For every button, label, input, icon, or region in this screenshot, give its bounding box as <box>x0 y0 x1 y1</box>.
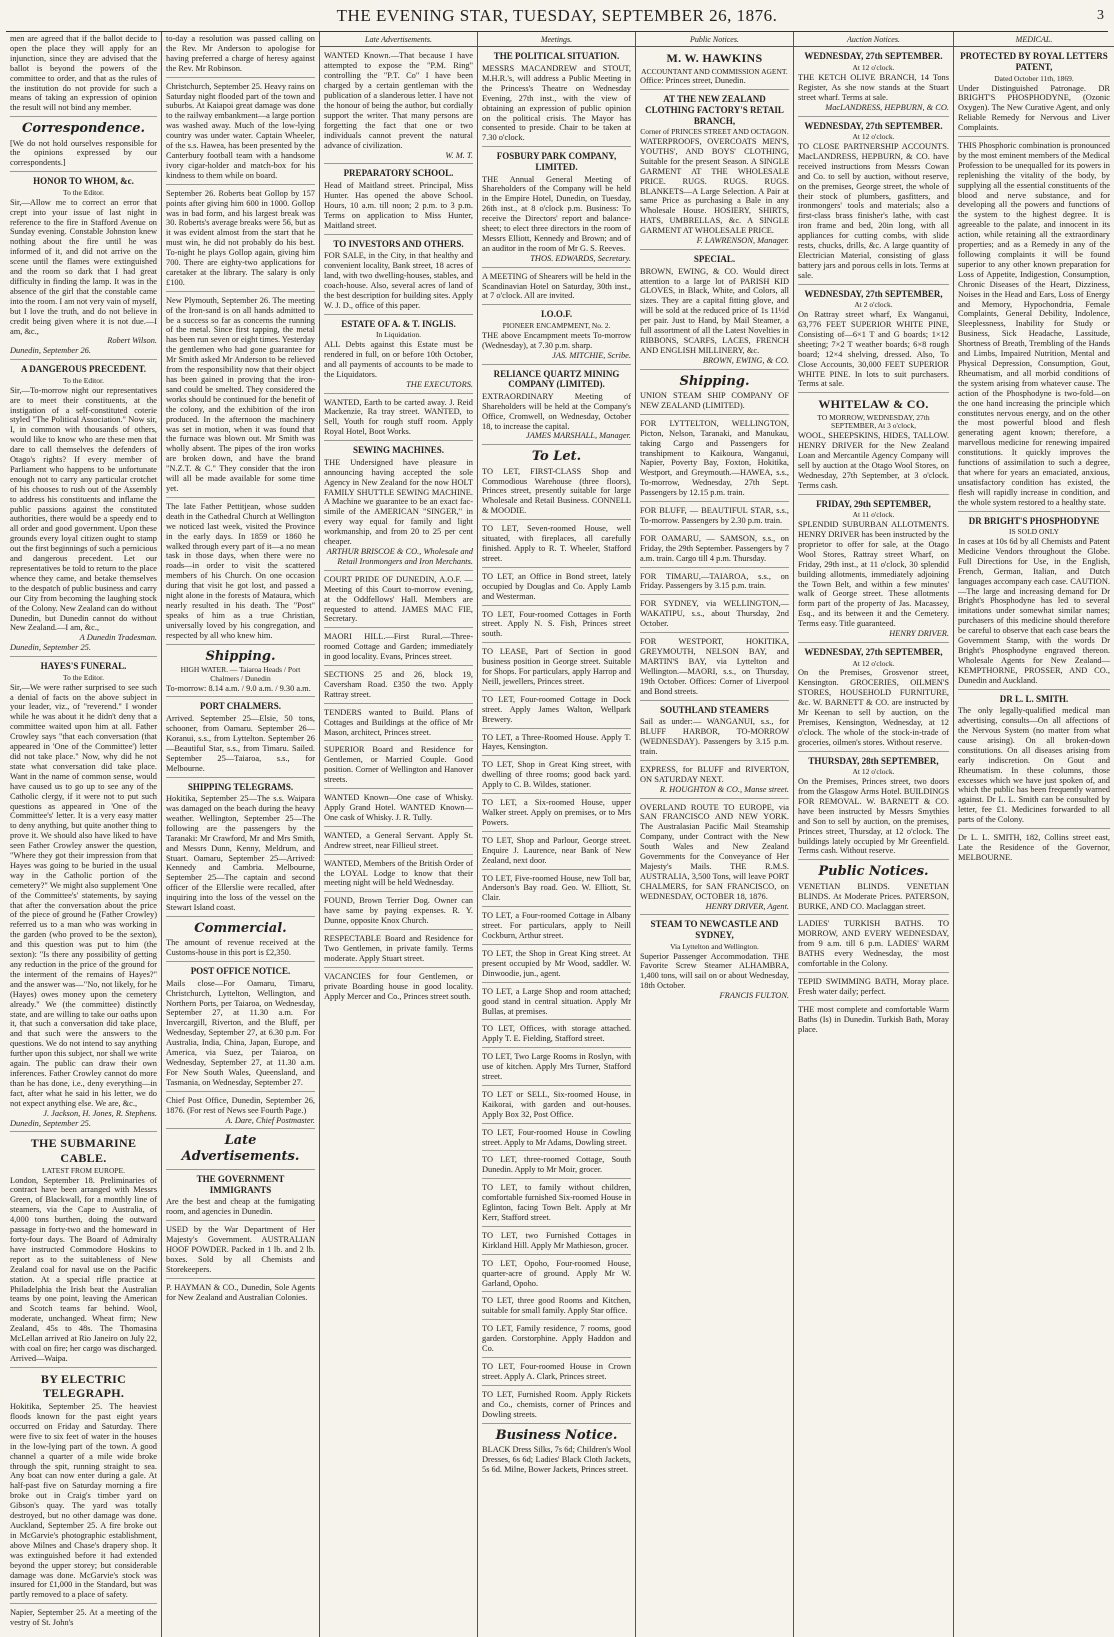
article-body: EXPRESS, for BLUFF and RIVERTON, ON SATURDAY NEXT. <box>640 764 789 784</box>
article-subheading: At 12 o'clock. <box>852 63 895 73</box>
article <box>166 966 315 1092</box>
article-body: FOR OAMARU, — SAMSON, s.s., on Friday, the 29th September. Passengers by 7 a.m. train. Cargo till 4 p.m. Thursday. <box>640 533 789 563</box>
article-body: TO LET, Opoho, Four-roomed House, quarter-acre of ground. Apply Mr W. Garland, Opoho. <box>482 1258 631 1288</box>
article-signature: ARTHUR BRISCOE & CO., Wholesale and Retail Ironmongers and Iron Merchants. <box>326 546 473 566</box>
article-subheading: ACCOUNTANT AND COMMISSION AGENT. <box>641 66 788 76</box>
article-body: RESPECTABLE Board and Residence for Two Gentlemen, in private family. Terms moderate. Apply Stuart street. <box>324 934 473 963</box>
article <box>640 254 789 370</box>
article <box>482 911 631 945</box>
article <box>10 364 157 657</box>
article <box>324 168 473 234</box>
article <box>324 745 473 789</box>
column-header: Late Advertisements. <box>320 34 477 47</box>
article-body: [We do not hold ourselves responsible for the opinions expressed by our correspondents.] <box>10 138 157 168</box>
article-body: THE most complete and comfortable Warm Baths (Is) in Dunedin. Turkish Bath, Moray place. <box>798 1004 949 1034</box>
article <box>640 765 789 799</box>
article-heading: Late Advertisements. <box>181 1133 300 1164</box>
article <box>958 141 1110 512</box>
column-7 <box>954 32 1114 1637</box>
article-subheading: At 11 o'clock. <box>852 510 895 520</box>
article <box>482 309 631 364</box>
article-body: OVERLAND ROUTE TO EUROPE, via SAN FRANCISCO AND NEW YORK. The Australasian Pacific Mail Steamship Company, under Contract with the New South Wales and New Zealand Governments for the Conveyance of Her Majesty's Mails. THE R.M.S. AUSTRALIA, 3,500 Tons, will leave PORT CHALMERS, for SAN FRANCISCO, on WEDNESDAY, OCTOBER 18, 1876. <box>640 802 789 901</box>
article <box>482 987 631 1021</box>
article <box>324 934 473 968</box>
article-signature: HENRY DRIVER, Agent. <box>705 901 789 911</box>
article <box>482 1128 631 1152</box>
article-dateline: Dunedin, September 25. <box>10 643 91 653</box>
article <box>640 419 789 502</box>
article <box>482 524 631 568</box>
article <box>482 1024 631 1048</box>
article <box>10 1608 157 1631</box>
article-body: Hokitika, September 25. The heaviest floods known for the past eight years occurred on Friday and Saturday. There were five to six feet of water in the houses in the low-lying part of the town. A good channel a quarter of a mile wide broke through the spit, running straight to sea. Any boat can now enter during a gale. At half-past five on Saturday morning a fire broke out in Craig's timber yard on Gibson's quay. The yard was totally destroyed, but no other damage was done. Auckland, September 25. A fire broke out in McGarvie's photographic establishment, above Milnes and Chase's drapery shop. It was extinguished before it had extended beyond the upper storey; but considerable damage was done. McGarvie's stock was insured for £1,000 in the Standard, but was partly removed to a place of safety. <box>10 1402 157 1600</box>
page-number: 3 <box>1097 8 1104 23</box>
article-body: VENETIAN BLINDS. VENETIAN BLINDS. At Moderate Prices. PATERSON, BURKE, AND CO. Maclaggan street. <box>798 881 949 911</box>
article-heading: RELIANCE QUARTZ MINING COMPANY (LIMITED). <box>493 368 620 390</box>
article <box>640 599 789 633</box>
article-heading: BY ELECTRIC TELEGRAPH. <box>40 1371 127 1400</box>
article-heading: WEDNESDAY, 27th SEPTEMBER, <box>804 646 943 657</box>
article <box>798 919 949 973</box>
column-6 <box>794 32 954 1637</box>
article-body: THE above Encampment meets To-morrow (Wednesday), at 7.30 p.m. sharp. <box>482 330 631 350</box>
article <box>958 694 1110 829</box>
article-signature: THE EXECUTORS. <box>406 379 473 389</box>
article <box>640 374 789 415</box>
article-body: A MEETING of Shearers will be held in the Scandinavian Hotel on Saturday, 30th inst., at 7 o'clock. All are invited. <box>482 271 631 301</box>
article-body: SPLENDID SUBURBAN ALLOTMENTS. HENRY DRIVER has been instructed by the proprietor to offer for sale, at the Otago Wool Stores, Rattray street Wharf, on Friday, 29th inst., at 11 o'clock, 30 splendid building allotments, immediately adjoining the Town Belt, and within a few minutes' walk of George street. These allotments form part of the property of Jas. Macassey, Esq., and its between it and the Cemetery. Terms easy. Title guaranteed. <box>798 520 949 629</box>
article-body: On the Premises, Princes street, two doors from the Glasgow Arms Hotel. BUILDINGS FOR REMOVAL. W. BARNETT & CO. have been instructed by Messrs Smythies and Son to sell by auction, on the premises, Princes street, Thursday, at 12 o'clock. The buildings lately occupied by Mr Greenfield. Terms cash. Without reserve. <box>798 777 949 856</box>
article-body: FOR WESTPORT, HOKITIKA, GREYMOUTH, NELSON BAY, and MARTIN'S BAY, via Lyttelton and Wellington.—MAORI, s.s., on Thursday, 19th October. Offices: Corner of Liverpool and Bond streets. <box>640 637 789 696</box>
article <box>798 647 949 752</box>
article <box>166 1283 315 1306</box>
article-body: Napier, September 25. At a meeting of the vestry of St. John's <box>10 1608 157 1628</box>
masthead <box>6 0 1108 32</box>
article <box>640 919 789 1004</box>
article <box>324 445 473 571</box>
article <box>482 449 631 520</box>
article-subheading: IS SOLD ONLY <box>1008 527 1060 537</box>
article <box>324 708 473 742</box>
article-body: TO LET, to family without children, comfortable furnished Six-roomed House in Eglinton, facing Town Belt. Apply at Mr Kerr, Stafford street. <box>482 1183 631 1223</box>
article-heading: HAYES'S FUNERAL. <box>40 661 127 672</box>
article <box>482 836 631 870</box>
article-signature: A. Dare, Chief Postmaster. <box>225 1115 315 1125</box>
article-body: TENDERS wanted to Build. Plans of Cottages and Buildings at the office of Mr Mason, architect, Princes street. <box>324 707 473 737</box>
article-body: TO LET, Four-roomed House in Cowling street. Apply to Mr Adams, Dowling street. <box>482 1127 631 1147</box>
article <box>482 1362 631 1386</box>
article-body: Superior Passenger Accommodation. THE Favorite Screw Steamer ALHAMBRA, 1,400 tons, will sail on or about Wednesday, 18th October. <box>640 951 789 991</box>
article-subheading: To the Editor. <box>63 375 104 385</box>
article-heading: SEWING MACHINES. <box>352 445 444 456</box>
article <box>166 649 315 698</box>
article <box>166 782 315 917</box>
article-subheading: Dated October 11th, 1869. <box>994 73 1074 83</box>
column-header: MEDICAL. <box>954 34 1114 47</box>
article <box>482 369 631 446</box>
article-subheading: At 12 o'clock. <box>852 767 895 777</box>
article-signature: A Dunedin Tradesman. <box>79 633 157 643</box>
article <box>482 1231 631 1255</box>
article-subheading: LATEST FROM EUROPE. <box>42 1165 125 1175</box>
article-body: WANTED, Members of the British Order of the LOYAL Lodge to know that their meeting night will be held Wednesday. <box>324 858 473 888</box>
article <box>640 51 789 90</box>
article <box>166 502 315 645</box>
article-signature: J. Jackson, H. Jones, R. Stephens. <box>43 1108 157 1118</box>
article-body: Sir,—To-morrow night our representatives are to meet their constituents, at the instigation of a self-constituted coterie styled "The Political Association." Now sir, I, in common with thousands of others, would like to know who are these men that dare to call themselves the defenders of Otago's rights? If every member of Parliament who happens to be unfortunate enough not to carry any particular crotchet of his chooses to rush out of the Assembly to address his constituents and inflame the public passions against the constituted authorities, there would be a speedy end to all order and good government. Upon these grounds every loyal citizen ought to stamp out the first beginnings of such a pernicious and dangerous precedent. Let our representatives be told to return to the place whence they came, and betake themselves to the despatch of public business and carry our City from becoming the laughing stock of the Colony. New Zealand can do without Dunedin, but Dunedin cannot do without New Zealand.—I am, &c., <box>10 385 157 633</box>
article-heading: WEDNESDAY, 27th SEPTEMBER. <box>804 51 943 62</box>
article <box>482 1324 631 1358</box>
article <box>640 637 789 700</box>
article <box>324 398 473 442</box>
article-heading: THE SUBMARINE CABLE. <box>30 1136 137 1165</box>
article-body: In cases at 10s 6d by all Chemists and Patent Medicine Vendors throughout the Globe. Full Directions for Use, in the English, French, German, Italian, and Dutch languages accompany each case. CAUTION.—The large and increasing demand for Dr Bright's Phosphodyne has led to several imitations under somewhat similar names; purchasers of this medicine should therefore be careful to observe that each case bears the Government Stamp, with the words Dr Bright's Phosphodyne engraved thereon. Wholesale Agents for New Zealand—KEMPTHORNE, PROSSER, AND CO., Dunedin and Auckland. <box>958 537 1110 685</box>
article-body: FOR BLUFF, — BEAUTIFUL STAR, s.s., To-morrow. Passengers by 2.30 p.m. train. <box>640 506 789 525</box>
article-heading: I.O.O.F. <box>540 309 573 320</box>
article-body: to-day a resolution was passed calling on the Rev. Mr Anderson to apologise for having preferred a charge of heresy against the Rev. Mr Robinson. <box>166 34 315 73</box>
article-heading: Business Notice. <box>495 1427 618 1443</box>
article <box>324 670 473 704</box>
article <box>10 34 157 117</box>
article <box>798 864 949 915</box>
article-body: MAORI HILL.—First Rural.—Three-roomed Cottage and Garden; immediately in good locality. Evans, Princes street. <box>324 632 473 662</box>
article <box>482 798 631 832</box>
article-body: TO LET, Four-roomed Cottage in Dock street. Apply James Walton, Wellpark Brewery. <box>482 694 631 724</box>
article-body: MESSRS MACANDREW and STOUT, M.H.R.'s, will address a Public Meeting in the Princess's Theatre on Wednesday Evening, 27th inst., with the view of obtaining an expression of public opinion on the political crisis. The Mayor has consented to preside. Chair to be taken at 7.30 o'clock. <box>482 64 631 143</box>
article-body: On the Premises, Grosvenor street, Kensington. GROCERIES, OILMEN'S STORES, HOUSEHOLD FURNITURE, &c. W. BARNETT & CO. are instructed by Mr Keenan to sell by auction, on the Premises, Kensington, Wednesday, at 12 o'clock. The whole of the stock-in-trade of groceries, oilmen's stores. Without reserve. <box>798 668 949 747</box>
article-heading: SHIPPING TELEGRAMS. <box>187 781 294 792</box>
article <box>166 701 315 777</box>
article-subheading: In Liquidation. <box>376 330 421 340</box>
article-heading: SOUTHLAND STEAMERS <box>660 704 769 715</box>
article-heading: Commercial. <box>194 921 287 937</box>
article-heading: FRIDAY, 29th SEPTEMBER, <box>816 498 931 509</box>
article <box>166 921 315 962</box>
article <box>482 272 631 306</box>
article-heading: Public Notices. <box>818 864 929 880</box>
article-body: Dr L. L. SMITH, 182, Collins street east, Late the Residence of the Governor, MELBOURNE. <box>958 833 1110 862</box>
article <box>324 239 473 315</box>
article <box>482 949 631 983</box>
article <box>10 1136 157 1367</box>
article-heading: ESTATE OF A. & T. INGLIS. <box>341 318 456 329</box>
article-signature: F. LAWRENSON, Manager. <box>696 236 789 246</box>
article <box>482 1090 631 1124</box>
article-body: Head of Maitland street. Principal, Miss Hunter. Has opened the above School. Hours, 10 a.m. till noon; 2 p.m. to 3 p.m. Terms on application to Miss Hunter, Maitland street. <box>324 181 473 230</box>
article-heading: FOSBURY PARK COMPANY, LIMITED. <box>496 151 617 172</box>
article-body: Under Distinguished Patronage. DR BRIGHT'S PHOSPHODYNE, (Ozonic Oxygen). The New Curative Agent, and only Reliable Remedy for Nervous and Liver Complaints. <box>958 83 1110 133</box>
article <box>10 1372 157 1604</box>
article-heading: Shipping. <box>679 373 750 389</box>
article-body: WANTED, a General Servant. Apply St. Andrew street, near Fillieul street. <box>324 830 473 850</box>
article-heading: PROTECTED BY ROYAL LETTERS PATENT, <box>960 51 1108 73</box>
article-dateline: Dunedin, September 25. <box>10 1118 91 1128</box>
article-signature: JAMES MARSHALL, Manager. <box>525 431 631 441</box>
column-header: Auction Notices. <box>794 34 953 47</box>
article-heading: PORT CHALMERS. <box>199 701 282 712</box>
article <box>958 51 1110 137</box>
article-body: SECTIONS 25 and 26, block 19, Caversham Road. £350 the two. Apply Rattray street. <box>324 670 473 699</box>
article-signature: Robert Wilson. <box>107 336 157 346</box>
article <box>324 51 473 164</box>
article <box>166 1096 315 1130</box>
article-subheading: At 2 o'clock. <box>854 300 893 310</box>
article-heading: WEDNESDAY, 27th SEPTEMBER, <box>804 288 943 299</box>
article-body: FOR TIMARU,—TAIAROA, s.s., on Friday. Passengers by 3.15 p.m. train. <box>640 571 789 591</box>
article-subheading: Via Lyttelton and Wellington. <box>670 941 759 951</box>
article-heading: HONOR TO WHOM, &c. <box>33 176 134 187</box>
article-body: Christchurch, September 25. Heavy rains on Saturday night flooded part of the town and suburbs. At Kaiapoi great damage was done to the railway embankment—a large portion was washed away. Much of the low-lying country was under water. Captain Wheeler, of the s.s. Hawea, has been presented by the Canterbury football team with a handsome ivory cigar-holder and match-box for his kindness to them while on board. <box>166 81 315 180</box>
article-body: BLACK Dress Silks, 7s 6d; Children's Wool Dresses, 6s 6d; Ladies' Black Cloth Jackets, 5s 6d. Milne, Bower Jackets, Princes street. <box>482 1444 631 1474</box>
article-signature: BROWN, EWING, & CO. <box>702 355 789 365</box>
article-body: TO LET, Offices, with storage attached. Apply T. E. Fielding, Stafford street. <box>482 1024 631 1044</box>
article <box>10 176 157 360</box>
article-heading: Shipping. <box>205 648 276 664</box>
article-body: TO LET, Shop and Parlour, George street. Enquire J. Laurence, near Bank of New Zealand, next door. <box>482 835 631 865</box>
article <box>324 972 473 1005</box>
article <box>640 705 789 761</box>
article <box>798 499 949 643</box>
article-body: THE Undersigned have pleasure in announcing having accepted the sole Agency in New Zealand for the now HOLT FAMILY SHUTTLE SEWING MACHINE. A Machine we guarantee to be an exact fac-simile of the AMERICAN "SINGER," in every way equal for family and light workmanship, and from 20 to 25 per cent cheaper. <box>324 457 473 547</box>
article <box>798 1005 949 1038</box>
article-body: WANTED Known—One case of Whisky. Apply Grand Hotel. WANTED Known—One cask of Whisky. J. R. Tully. <box>324 793 473 822</box>
article <box>482 1428 631 1478</box>
article-subheading: Corner of PRINCES STREET AND OCTAGON. <box>640 127 789 137</box>
article <box>482 1390 631 1424</box>
article-body: The amount of revenue received at the Customs-house in this port is £2,350. <box>166 938 315 958</box>
article-heading: To Let. <box>531 449 582 465</box>
article-body: TO LET, three good Rooms and Kitchen, suitable for small family. Apply Star office. <box>482 1296 631 1316</box>
article-subheading: At 12 o'clock. <box>852 132 895 142</box>
article-heading: STEAM TO NEWCASTLE AND SYDNEY, <box>650 919 779 941</box>
article-body: BROWN, EWING, & CO. Would direct attention to a large lot of PARISH KID GLOVES, in Black, White, and Colors, all sizes. They are a capital fitting glove, and will be sold at the reduced price of 1s 11½d per pair. Just to Hand, by Mail Steamer, a full assortment of all the Latest Novelties in RIBBONS, SCARFS, LACES, FRENCH AND ENGLISH MILLINERY, &c. <box>640 266 789 355</box>
article-body: TO LET, a Three-Roomed House. Apply T. Hayes, Kensington. <box>482 732 631 752</box>
article <box>958 516 1110 690</box>
article-body: WOOL, SHEEPSKINS, HIDES, TALLOW. HENRY DRIVER for the New Zealand Loan and Mercantile Agency Company will sell by auction at the Otago Wool Stores, on Wednesday, 27th September, at 3 o'clock. Terms cash. <box>798 431 949 490</box>
article-body: TO LET, Four-roomed House in Crown street. Apply A. Clark, Princes street. <box>482 1361 631 1381</box>
article-body: TO CLOSE PARTNERSHIP ACCOUNTS. MacLANDRESS, HEPBURN, & CO. have received instructions from Messrs Cowan and Co. to sell by auction, without reserve, on the premises, George street, the whole of their stock of plumbers, gasfitters, and ironmongers' tools and materials; also a first-class brass finisher's lathe, with cast iron frame and bed, 20in long, with all appliances for cutting combs, with slide rests, chucks, drills, &c. A large quantity of Electrician Material, consisting of glass battery jars and porous cells in lots. Terms at sale. <box>798 141 949 280</box>
article <box>166 296 315 498</box>
article-body: VACANCIES for four Gentlemen, or private Boarding house in good locality. Apply Mercer and Co., Princes street south. <box>324 971 473 1001</box>
article-body: Office: Princes street, Dunedin. <box>640 76 746 86</box>
article <box>166 189 315 292</box>
article <box>798 121 949 285</box>
article-body: TO LET, a Six-roomed House, upper Walker street. Apply on premises, or to Mrs Powers. <box>482 798 631 827</box>
article <box>482 695 631 729</box>
newspaper-title: THE EVENING STAR, TUESDAY, SEPTEMBER 26, 1876. <box>336 6 778 25</box>
article-heading: PREPARATORY SCHOOL. <box>343 168 454 179</box>
article-body: TEPID SWIMMING BATH, Moray place. Fresh water daily; perfect. <box>798 976 949 996</box>
article-body: TO LET, Furnished Room. Apply Rickets and Co., chemists, corner of Princes and Dowling streets. <box>482 1389 631 1419</box>
article-body: To-morrow: 8.14 a.m. / 9.0 a.m. / 9.30 a.m. <box>166 683 311 693</box>
column-2 <box>162 32 320 1637</box>
article-body: The late Father Pettitjean, whose sudden death in the Cathedral Church at Wellington we noticed last week, visited the Province in the early days. In 1859 or 1860 he walked through every part of it—a no mean task in those days, when there were no roads—in order to visit the scattered members of his Church. On one occasion during that visit he got lost, and passed a night alone in the forests of Mataura, which nearly resulted in his death. The "Post" speaks of him as a true Christian, universally loved by his congregation, and respected by all who knew him. <box>166 501 315 640</box>
article <box>482 51 631 147</box>
article-body: September 26. Roberts beat Gollop by 157 points after giving him 600 in 1000. Gollop was in bad form, and his largest break was 30. Roberts's average breaks were 56, but as it was evident almost from the start that he must win, he did not probably do his best. To-night he plays Gollop again, giving him 700. There are eighty-two applications for caretaker at the library. The salary is only £100. <box>166 188 315 287</box>
article <box>324 793 473 827</box>
article-body: UNION STEAM SHIP COMPANY OF NEW ZEALAND (LIMITED). <box>640 390 789 410</box>
article <box>324 896 473 930</box>
article <box>482 610 631 644</box>
article-heading: WEDNESDAY, 27th SEPTEMBER. <box>804 120 943 131</box>
article <box>482 1183 631 1227</box>
article-signature: R. HOUGHTON & CO., Manse street. <box>659 784 789 794</box>
column-4 <box>478 32 636 1637</box>
article-body: Sir,—We were rather surprised to see such a denial of facts on the above subject in your leader, viz., of "reverend." I wonder while he was about it he didn't deny that a committee waited upon him at all. Father Crowley says "that each conversation (that appeared in 'One of the Committee') letter did not take place." Now, why did he not state what conversation did take place. Want in the name of common sense, would have caused us to go up to see any of the Catholic clergy, if it were not to put such questions as appeared in 'One of the Committee's' letter. It is a very easy matter to deny anything, but quite another thing to prove it. We should also have liked to have seen Father Crowley answer the question, "Where they got their impression from that Hayes was going to be buried in the usual way in the Catholic portion of the cemetery?" We might also supplement 'One of the Committee's' statements, by saying that after the conversation about the price of the piece of ground he (Father Crowley) referred us to a man who was working in the garden (who proved to be the sexton), and this question was put to him (the sexton): "Is there any possibility of getting any reduction in the price of the ground for the interment of the remains of Hayes?" and the answer was—"No, not likely, for he (Hayes) owes money upon the cemetery already." We (the committee) distinctly state, and are willing to take our oaths upon it, that such a conversation did take place, and that such were the answers to the questions. We do not intend to say anything further upon this subject, nor shall we write again. The public can draw their own inferences. Father Crowley cannot do more than he has done, i.e., deny everything—in fact, after what he said in his letter, we do not expect anything else. We are, &c., <box>10 682 157 1108</box>
article-body: TO LET, Seven-roomed House, well situated, with fireplaces, all carefully finished. Apply to R. T. Wheeler, Stafford street. <box>482 524 631 563</box>
article-body: SUPERIOR Board and Residence for Gentlemen, or Married Couple. Good position. Corner of Wellington and Hanover streets. <box>324 745 473 785</box>
article <box>798 756 949 861</box>
article <box>640 572 789 596</box>
article-body: Are the best and cheap at the fumigating room, and agencies in Dunedin. <box>166 1197 315 1217</box>
article-heading: WHITELAW & CO. <box>818 397 929 412</box>
article-body: TO LET, Family residence, 7 rooms, good garden. Corstorphine. Apply Haddon and Co. <box>482 1324 631 1354</box>
article-body: WANTED Known.—That because I have attempted to expose the "P.M. Ring" controlling the "P.T. Co" I have been charged by a certain gentleman with the publication of a slanderous letter. I have not the honour of being the author, but cordially support the writer. That many persons are forgetting the fact that one or two individuals cannot prevent the natural advance of civilization. <box>324 51 473 150</box>
article <box>324 319 473 394</box>
article-heading: SPECIAL. <box>693 253 736 264</box>
article-body: WANTED, Earth to be carted away. J. Reid Mackenzie, Ra tray street. WANTED, to Sell, Youth for rough stuff room. Apply Royal Hotel, Boot Works. <box>324 397 473 437</box>
article-body: ALL Debts against this Estate must be rendered in full, on or before 10th October, and all payments of accounts to be made to the Liquidators. <box>324 340 473 379</box>
article <box>482 1296 631 1320</box>
article-heading: Correspondence. <box>21 121 146 137</box>
article <box>640 506 789 530</box>
article <box>166 1225 315 1279</box>
article-heading: THE GOVERNMENT IMMIGRANTS <box>196 1174 285 1195</box>
article-signature: JAS. MITCHIE, Scribe. <box>552 350 631 360</box>
article-body: USED by the War Department of Her Majesty's Government. AUSTRALIAN HOOF POWDER. Packed in 1 lb. and 2 lb. boxes. Sold by all Chemists and Storekeepers. <box>166 1225 315 1274</box>
article-body: men are agreed that if the ballot decide to open the place they will apply for an injunction, since they are advised that the ballot is beyond the powers of the committee to order, and that as the rules of the institution do not provide for such a means of taking an expression of opinion the result will not bind any member. <box>10 34 157 113</box>
article-body: THIS Phosphoric combination is pronounced by the most eminent members of the Medical Profession to be unequalled for its powers in replenishing the vitality of the body, by supplying all the essential constituents of the blood and nerve substance, and for developing all the powers and functions of the system to the highest degree. It is agreeable to the palate, and innocent in its action, while retaining all the extraordinary properties; and as a Remedy in any of the following complaints it will be found superior to any other known preparation for Loss of Appetite, Indigestion, Consumption, Chronic Diseases of the Heart, Dizziness, Noises in the Head and Ears, Loss of Energy and Memory, Hypochondria, Female Complaints, General Debility, Indolence, Sleeplessness, Inability for Study or Business, Sick Headache, Lassitude, Shortness of Breath, Trembling of the Hands and Limbs, Impaired Nutrition, Mental and Physical Depression, Consumption, Gout, Rheumatism, and all morbid conditions of the system arising from whatever cause. The action of the Phosphodyne is two-fold—on the one hand increasing the principle which constitutes nervous energy, and on the other the most powerful blood and flesh generating agent known; therefore, a marvellous medicine for renewing impaired constitutions. It quickly improves the functions of assimilation to such a degree, that where for years an emaciated, anxious, unsatisfactory condition has existed, the flesh will rapidly increase in condition, and the whole system restored to a healthy state. <box>958 141 1110 507</box>
article-body: TO LEASE, Part of Section in good business position in George street. Suitable for Shops. For particulars, apply Harrop and Neill, jewellers, Princes street. <box>482 647 631 686</box>
article-signature: HENRY DRIVER. <box>889 629 949 639</box>
article-heading: M. W. HAWKINS <box>666 51 763 66</box>
article-heading: POST OFFICE NOTICE. <box>190 966 291 977</box>
article <box>10 121 157 172</box>
column-3 <box>320 32 478 1637</box>
article <box>482 733 631 757</box>
article-body: TO LET, Four-roomed Cottages in Forth street. Apply N. S. Fish, Princes street south. <box>482 609 631 639</box>
article-body: TO LET, Shop in Great King street, with dwelling of three rooms; good back yard. Apply to C. B. Wildes, stationer. <box>482 760 631 790</box>
article <box>958 833 1110 866</box>
article <box>324 831 473 855</box>
article-body: The only legally-qualified medical man advertising, consults—On all affections of the Nervous System (no matter from what cause arising). On all broken-down constitutions. On all diseases arising from early indiscretion. On Gout and Rheumatism. In these columns, those excesses which we have just spoken of, and which the public has been frequently warned against. Dr L. L. Smith can be consulted by letter, fee £1. Medicines forwarded to all parts of the Colony. <box>958 706 1110 825</box>
article <box>640 94 789 250</box>
column-1 <box>6 32 162 1637</box>
article <box>640 803 789 916</box>
article <box>798 977 949 1001</box>
article <box>482 572 631 606</box>
article <box>324 575 473 629</box>
article <box>166 1174 315 1221</box>
article-body: TO LET, two Furnished Cottages in Kirkland Hill. Apply Mr Mathieson, grocer. <box>482 1230 631 1250</box>
article-signature: MacLANDRESS, HEPBURN, & CO. <box>825 102 949 112</box>
article-body: Sail as under:— WANGANUI, s.s., for BLUFF HARBOR, TO-MORROW (WEDNESDAY). Passengers by 3.15 p.m. train. <box>640 717 789 756</box>
article <box>482 1155 631 1179</box>
article-body: EXTRAORDINARY Meeting of Shareholders will be held at the Company's Office, Cromwell, on Wednesday, October 18, to increase the capital. <box>482 391 631 431</box>
article-body: London, September 18. Preliminaries of contract have been arranged with Messrs Green, of Blackwall, for a monthly line of steamers, via the Cape to Australia, of 4,000 tons burthen, doing the outward passage in forty-two and the homeward in forty-four days. The Board of Admiralty have instructed Commodore Hoskins to report as to the suitableness of New Zealand coal for naval use on the Pacific station. At a special rifle practice at Philadelphia the Irish beat the Australian teams by one point, leaving the American and Scotch teams far behind. Wool, moderate, unchanged. Wheat firm; New Zealand, 45s to 48s. The Thomasina McLellan arrived at Rio Janeiro on July 22, with coal on fire; her cargo was discharged. Arrived—Waipa. <box>10 1175 157 1363</box>
article-body: FOR LYTTELTON, WELLINGTON, Picton, Nelson, Taranaki, and Manukau, taking Cargo and Passengers for transhipment to Kaikoura, Wanganui, Napier, Poverty Bay, Foxton, Hokitika, Westport, and Greymouth.—HAWEA, s.s., To-morrow, Wednesday, 27th Sept. Passengers by 12.15 p.m. train. <box>640 418 789 498</box>
article <box>166 34 315 78</box>
article-body: TO LET, a Large Shop and room attached; good stand in central situation. Apply Mr Bullas, at premises. <box>482 986 631 1016</box>
article-heading: TO INVESTORS AND OTHERS. <box>333 238 464 249</box>
article-body: Sir,—Allow me to correct an error that crept into your issue of last night in reference to the fire in Stafford Avenue on Sunday evening. Constable Johnston knew nothing about the fire until he was informed of it, and did not arrive on the scene until the flames were extinguished and the room so dark that I had great difficulty in finding the lamp. It was in the absence of the girl that the constable came into the room. I am not very vain of myself, but I love the truth, and do not believe in credit being given where it is not due.—I am, &c., <box>10 197 157 336</box>
article <box>798 51 949 116</box>
article <box>482 151 631 267</box>
article-heading: AT THE NEW ZEALAND CLOTHING FACTORY'S RETAIL BRANCH, <box>645 94 784 126</box>
article-signature: THOS. EDWARDS, Secretary. <box>530 253 631 263</box>
article-heading: THURSDAY, 28th SEPTEMBER, <box>808 755 939 766</box>
article-subheading: To the Editor. <box>63 672 104 682</box>
column-header: Meetings. <box>478 34 635 47</box>
article-subheading: To the Editor. <box>63 187 104 197</box>
article-heading: DR BRIGHT'S PHOSPHODYNE <box>968 515 1100 526</box>
article-body: TO LET, Two Large Rooms in Roslyn, with use of kitchen. Apply Mrs Turner, Stafford street. <box>482 1052 631 1082</box>
article-body: TO LET, the Shop in Great King street. At present occupied by Mr Wood, saddler. W. Dinwoodie, jun., agent. <box>482 948 631 978</box>
article <box>166 1133 315 1170</box>
article <box>166 82 315 185</box>
article-body: Hokitika, September 25—The s.s. Waipara was damaged on the beach during the heavy weather. Wellington, September 25—The following are the passengers by the Taranaki: Mr Crawford, Mr and Mrs Smith, and Messrs Dunn, Kenny, Meldrum, and Stuart. Oamaru, September 25—Arrived: Kennedy and Cambria. Melbourne, September 25—The captain and second officer of the Ellerslie were recalled, after inquiring into the loss of the vessel on the Stewart Island coast. <box>166 794 315 913</box>
article-body: TO LET, Five-roomed House, new Toll bar, Anderson's Bay road. Geo. W. Elliott, St. Clair. <box>482 873 631 903</box>
article <box>324 632 473 666</box>
article <box>482 760 631 794</box>
article <box>640 534 789 568</box>
article-body: Chief Post Office, Dunedin, September 26, 1876. (For rest of News see Fourth Page.) <box>166 1095 315 1115</box>
article-body: FOR SYDNEY, via WELLINGTON,—WAKATIPU, s.s., about Thursday, 2nd October. <box>640 599 789 629</box>
article-body: COURT PRIDE OF DUNEDIN, A.O.F. — Meeting of this Court to-morrow evening, at the Oddfellows' Hall. Members are requested to attend. JAMES MAC FIE, Secretary. <box>324 574 473 624</box>
article-body: FOUND, Brown Terrier Dog. Owner can have same by paying expenses. R. Y. Dunne, opposite Knox Church. <box>324 896 473 926</box>
column-5 <box>636 32 794 1637</box>
article-heading: THE POLITICAL SITUATION. <box>493 51 620 62</box>
article-dateline: Dunedin, September 26. <box>10 346 91 356</box>
article-body: WATERPROOFS, OVERCOATS MEN'S, YOUTHS', AND BOYS' CLOTHING, Suitable for the present Season. A SINGLE GARMENT AT THE WHOLESALE PRICE. RUGS. RUGS. RUGS. BLANKETS—A Large Selection. A Pair at same Price as purchasing a Bale in any Wholesale House. HOSIERY, SHIRTS, HATS, UMBRELLAS, &c. A SINGLE GARMENT AT WHOLESALE PRICE. <box>640 137 789 236</box>
article <box>482 874 631 908</box>
article-body: P. HAYMAN & CO., Dunedin, Sole Agents for New Zealand and Australian Colonies. <box>166 1282 315 1302</box>
article <box>324 859 473 893</box>
article-heading: A DANGEROUS PRECEDENT. <box>20 364 147 375</box>
article <box>482 1259 631 1293</box>
article-body: TO LET, an Office in Bond street, lately occupied by Douglas and Co. Apply Lamb and Westerman. <box>482 571 631 601</box>
article-body: TO LET, FIRST-CLASS Shop and Commodious Warehouse (three floors), Princes street, presently suitable for large Wholesale and Retail Business. CONNELL & MOODIE. <box>482 466 631 516</box>
article-body: New Plymouth, September 26. The meeting of the Iron-sand is on all hands admitted to be a success so far as concerns the running of the metal. Since first tapping, the metal has been run seven or eight times. Yesterday the gentlemen who had gone guarantee for Mr Smith asked Mr Anderson to be relieved from the responsibility now that their object has been gained in proving that the iron-sand could be smelted. They considered the works should be continued for the benefit of the colony, and the exhibition of the iron produced. In the afternoon the machinery was set in motion, when it was found that the furnace was blown out. Mr Smith was wholly absent. The pipes of the iron works are broken down, and have the brand "N.Z.T. & C." They consider that the iron will all be made available for some time yet. <box>166 295 315 493</box>
article-signature: FRANCIS FULTON. <box>719 991 789 1001</box>
article <box>798 397 949 494</box>
article-body: TO LET, three-roomed Cottage, South Dunedin. Apply to Mr Moir, grocer. <box>482 1155 631 1175</box>
article-subheading: TO MORROW, WEDNESDAY, 27th SEPTEMBER, At 3 o'clock, <box>817 412 930 431</box>
article-body: Mails close—For Oamaru, Timaru, Christchurch, Lyttelton, Wellington, and Northern Ports, per Taiaroa, on Wednesday, September 27, at 11.30 a.m. For Invercargill, Riverton, and the Bluff, per Wednesday, September 27, at 6.30 p.m. For Australia, India, China, Japan, Europe, and America, via Suez, per Taiaroa, on Wednesday, September 27, at 11.30 a.m. For New South Wales, Queensland, and Tasmania, on Wednesday, September 27. <box>166 978 315 1087</box>
article-body: TO LET, a Four-roomed Cottage in Albany street. For particulars, apply to Neill Cockburn, Arthur street. <box>482 911 631 941</box>
article <box>798 289 949 394</box>
article-heading: DR L. L. SMITH. <box>999 693 1069 704</box>
article-signature: W. M. T. <box>445 150 473 160</box>
article-body: TO LET or SELL, Six-roomed House, in Kaikorai, with garden and out-houses. Apply Box 32, Post Office. <box>482 1089 631 1119</box>
article-subheading: HIGH WATER. — Taiaroa Heads / Port Chalmers / Dunedin <box>180 664 301 683</box>
article-body: On Rattray street wharf, Ex Wanganui, 63,776 FEET SUPERIOR WHITE PINE, Consisting of—6×1 T and G boards; 1×12 sheeting; 7×2 T weather boards; 6×8 rough board; 12×4 shelving, dressed. Also, To Close Accounts, 30,000 FEET SUPERIOR WHITE PINE. In lots to suit purchasers. Terms at sale. <box>798 310 949 389</box>
article <box>10 661 157 1132</box>
newspaper-columns <box>6 32 1110 1628</box>
article-body: THE KETCH OLIVE BRANCH, 14 Tons Register, As she now stands at the Stuart street wharf. Terms at sale. <box>798 72 949 102</box>
article-body: Arrived. September 25—Elsie, 50 tons, schooner, from Oamaru. September 26—Koranui, s.s., from Lyttelton. September 26—Beautiful Star, s.s., from Timaru. Sailed. September 25—Taiaroa, s.s., for Melbourne. <box>166 714 315 773</box>
article-subheading: At 12 o'clock. <box>852 658 895 668</box>
column-header: Public Notices. <box>636 34 793 47</box>
article-subheading: PIONEER ENCAMPMENT, No. 2. <box>502 321 611 330</box>
article-body: LADIES' TURKISH BATHS. TO MORROW, AND EVERY WEDNESDAY, from 9 a.m. till 6 p.m. LADIES' WARM BATHS every Wednesday, the most comfortable in the Colony. <box>798 919 949 969</box>
article <box>482 647 631 691</box>
article <box>482 1052 631 1086</box>
article-body: FOR SALE, in the City, in that healthy and convenient locality, Bank street, 18 acres of land, with two dwelling-houses, stables, and coach-house. Also, several acres of land of the best description for building sites. Apply W. J. D., office of this paper. <box>324 251 473 310</box>
article-body: THE Annual General Meeting of Shareholders of the Company will be held in the Empire Hotel, Dunedin, on Tuesday, 26th inst., at 8 o'clock p.m. Business: To receive the Directors' report and balance-sheet; to elect three directors in the room of Messrs Elliott, Kennedy and Brown; and of an auditor in the room of Mr G. S. Reeves. <box>482 174 631 253</box>
